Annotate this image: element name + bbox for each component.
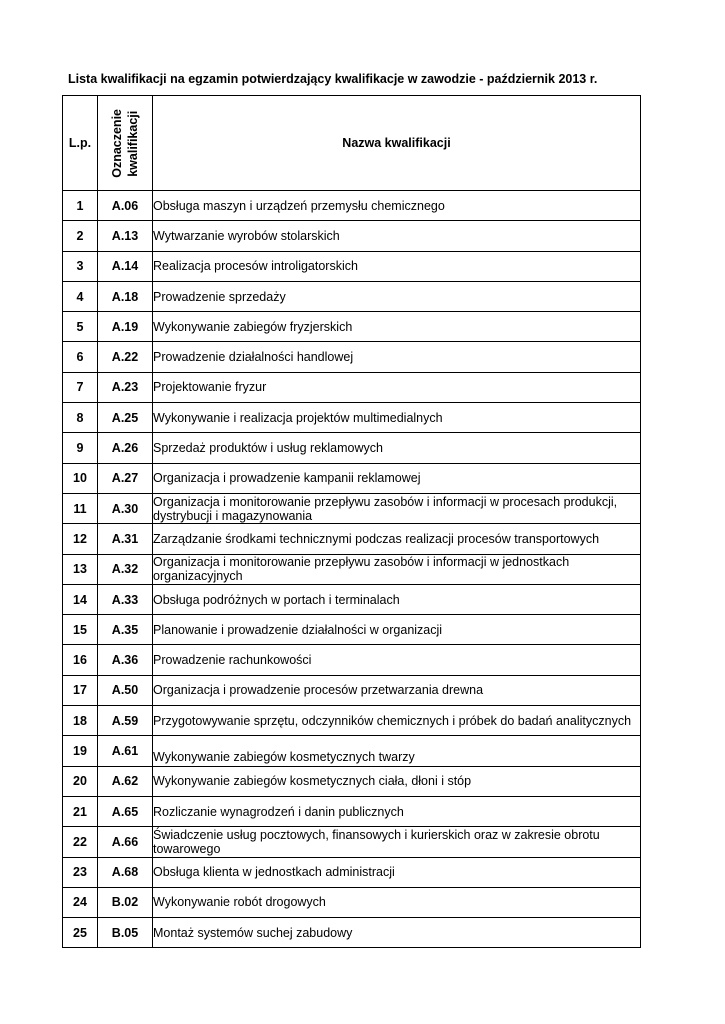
row-code: A.68 xyxy=(98,857,153,887)
row-code: B.02 xyxy=(98,887,153,917)
table-row xyxy=(63,403,641,433)
table-row xyxy=(63,524,641,554)
row-code: A.18 xyxy=(98,281,153,311)
row-code: A.65 xyxy=(98,796,153,826)
row-lp: 11 xyxy=(63,493,98,523)
table-row xyxy=(63,796,641,826)
table-row xyxy=(63,433,641,463)
table-row xyxy=(63,615,641,645)
row-name: Planowanie i prowadzenie działalności w organizacji xyxy=(153,615,641,645)
row-lp: 25 xyxy=(63,918,98,948)
row-code: A.25 xyxy=(98,403,153,433)
row-name: Prowadzenie sprzedaży xyxy=(153,281,641,311)
row-name: Obsługa podróżnych w portach i terminalach xyxy=(153,584,641,614)
table-row xyxy=(63,675,641,705)
header-name: Nazwa kwalifikacji xyxy=(153,96,641,191)
row-lp: 22 xyxy=(63,827,98,857)
row-code: A.14 xyxy=(98,251,153,281)
row-code: A.32 xyxy=(98,554,153,584)
page-title: Lista kwalifikacji na egzamin potwierdzający kwalifikacje w zawodzie - październik 2013 r. xyxy=(68,72,598,86)
table-row xyxy=(63,372,641,402)
row-lp: 17 xyxy=(63,675,98,705)
table-row xyxy=(63,584,641,614)
qualifications-table xyxy=(62,95,641,948)
row-lp: 7 xyxy=(63,372,98,402)
row-name: Sprzedaż produktów i usług reklamowych xyxy=(153,433,641,463)
row-name: Projektowanie fryzur xyxy=(153,372,641,402)
row-code: A.31 xyxy=(98,524,153,554)
row-lp: 3 xyxy=(63,251,98,281)
table-row xyxy=(63,281,641,311)
row-lp: 2 xyxy=(63,221,98,251)
row-lp: 9 xyxy=(63,433,98,463)
row-code: A.62 xyxy=(98,766,153,796)
row-name: Organizacja i monitorowanie przepływu zasobów i informacji w jednostkach organizacyjnych xyxy=(153,554,641,584)
table-row xyxy=(63,312,641,342)
table-row xyxy=(63,736,641,766)
row-lp: 13 xyxy=(63,554,98,584)
row-name: Realizacja procesów introligatorskich xyxy=(153,251,641,281)
table-row xyxy=(63,918,641,948)
row-name: Obsługa klienta w jednostkach administracji xyxy=(153,857,641,887)
row-code: A.66 xyxy=(98,827,153,857)
row-name: Obsługa maszyn i urządzeń przemysłu chemicznego xyxy=(153,191,641,221)
row-lp: 5 xyxy=(63,312,98,342)
row-lp: 15 xyxy=(63,615,98,645)
row-name: Wykonywanie zabiegów fryzjerskich xyxy=(153,312,641,342)
table-row xyxy=(63,342,641,372)
row-lp: 18 xyxy=(63,706,98,736)
row-name: Organizacja i monitorowanie przepływu zasobów i informacji w procesach produkcji, dystrybucji i magazynowania xyxy=(153,493,641,523)
row-name: Przygotowywanie sprzętu, odczynników chemicznych i próbek do badań analitycznych xyxy=(153,706,641,736)
table-row xyxy=(63,493,641,523)
row-code: A.06 xyxy=(98,191,153,221)
row-code: A.33 xyxy=(98,584,153,614)
table-row xyxy=(63,463,641,493)
row-lp: 23 xyxy=(63,857,98,887)
table-row xyxy=(63,857,641,887)
table-row xyxy=(63,554,641,584)
row-name: Rozliczanie wynagrodzeń i danin publicznych xyxy=(153,796,641,826)
row-code: A.26 xyxy=(98,433,153,463)
row-lp: 6 xyxy=(63,342,98,372)
row-lp: 1 xyxy=(63,191,98,221)
table-row xyxy=(63,766,641,796)
row-code: B.05 xyxy=(98,918,153,948)
row-name: Wykonywanie zabiegów kosmetycznych twarzy xyxy=(153,736,641,766)
table-header-row xyxy=(63,96,641,191)
row-lp: 12 xyxy=(63,524,98,554)
row-name: Montaż systemów suchej zabudowy xyxy=(153,918,641,948)
row-code: A.19 xyxy=(98,312,153,342)
row-lp: 4 xyxy=(63,281,98,311)
header-code-line1: Oznaczenie xyxy=(110,108,124,178)
row-name: Prowadzenie rachunkowości xyxy=(153,645,641,675)
row-lp: 19 xyxy=(63,736,98,766)
row-code: A.30 xyxy=(98,493,153,523)
row-code: A.35 xyxy=(98,615,153,645)
table-row xyxy=(63,645,641,675)
row-name: Wykonywanie robót drogowych xyxy=(153,887,641,917)
row-code: A.61 xyxy=(98,736,153,766)
table-row xyxy=(63,191,641,221)
table-row xyxy=(63,706,641,736)
row-code: A.36 xyxy=(98,645,153,675)
row-lp: 21 xyxy=(63,796,98,826)
row-lp: 16 xyxy=(63,645,98,675)
row-code: A.27 xyxy=(98,463,153,493)
table-row xyxy=(63,251,641,281)
row-code: A.23 xyxy=(98,372,153,402)
row-name: Organizacja i prowadzenie kampanii reklamowej xyxy=(153,463,641,493)
header-code xyxy=(98,96,153,191)
row-name: Wykonywanie i realizacja projektów multimedialnych xyxy=(153,403,641,433)
row-lp: 10 xyxy=(63,463,98,493)
row-code: A.50 xyxy=(98,675,153,705)
row-name: Zarządzanie środkami technicznymi podczas realizacji procesów transportowych xyxy=(153,524,641,554)
table-row xyxy=(63,827,641,857)
row-lp: 8 xyxy=(63,403,98,433)
row-name: Wytwarzanie wyrobów stolarskich xyxy=(153,221,641,251)
table-row xyxy=(63,887,641,917)
row-code: A.22 xyxy=(98,342,153,372)
row-name: Prowadzenie działalności handlowej xyxy=(153,342,641,372)
row-code: A.13 xyxy=(98,221,153,251)
header-lp: L.p. xyxy=(63,96,98,191)
row-lp: 14 xyxy=(63,584,98,614)
row-name: Świadczenie usług pocztowych, finansowych i kurierskich oraz w zakresie obrotu towarowego xyxy=(153,827,641,857)
row-lp: 24 xyxy=(63,887,98,917)
row-lp: 20 xyxy=(63,766,98,796)
table-row xyxy=(63,221,641,251)
row-name: Organizacja i prowadzenie procesów przetwarzania drewna xyxy=(153,675,641,705)
row-code: A.59 xyxy=(98,706,153,736)
row-name: Wykonywanie zabiegów kosmetycznych ciała, dłoni i stóp xyxy=(153,766,641,796)
header-code-line2: kwalifikacji xyxy=(126,110,140,177)
